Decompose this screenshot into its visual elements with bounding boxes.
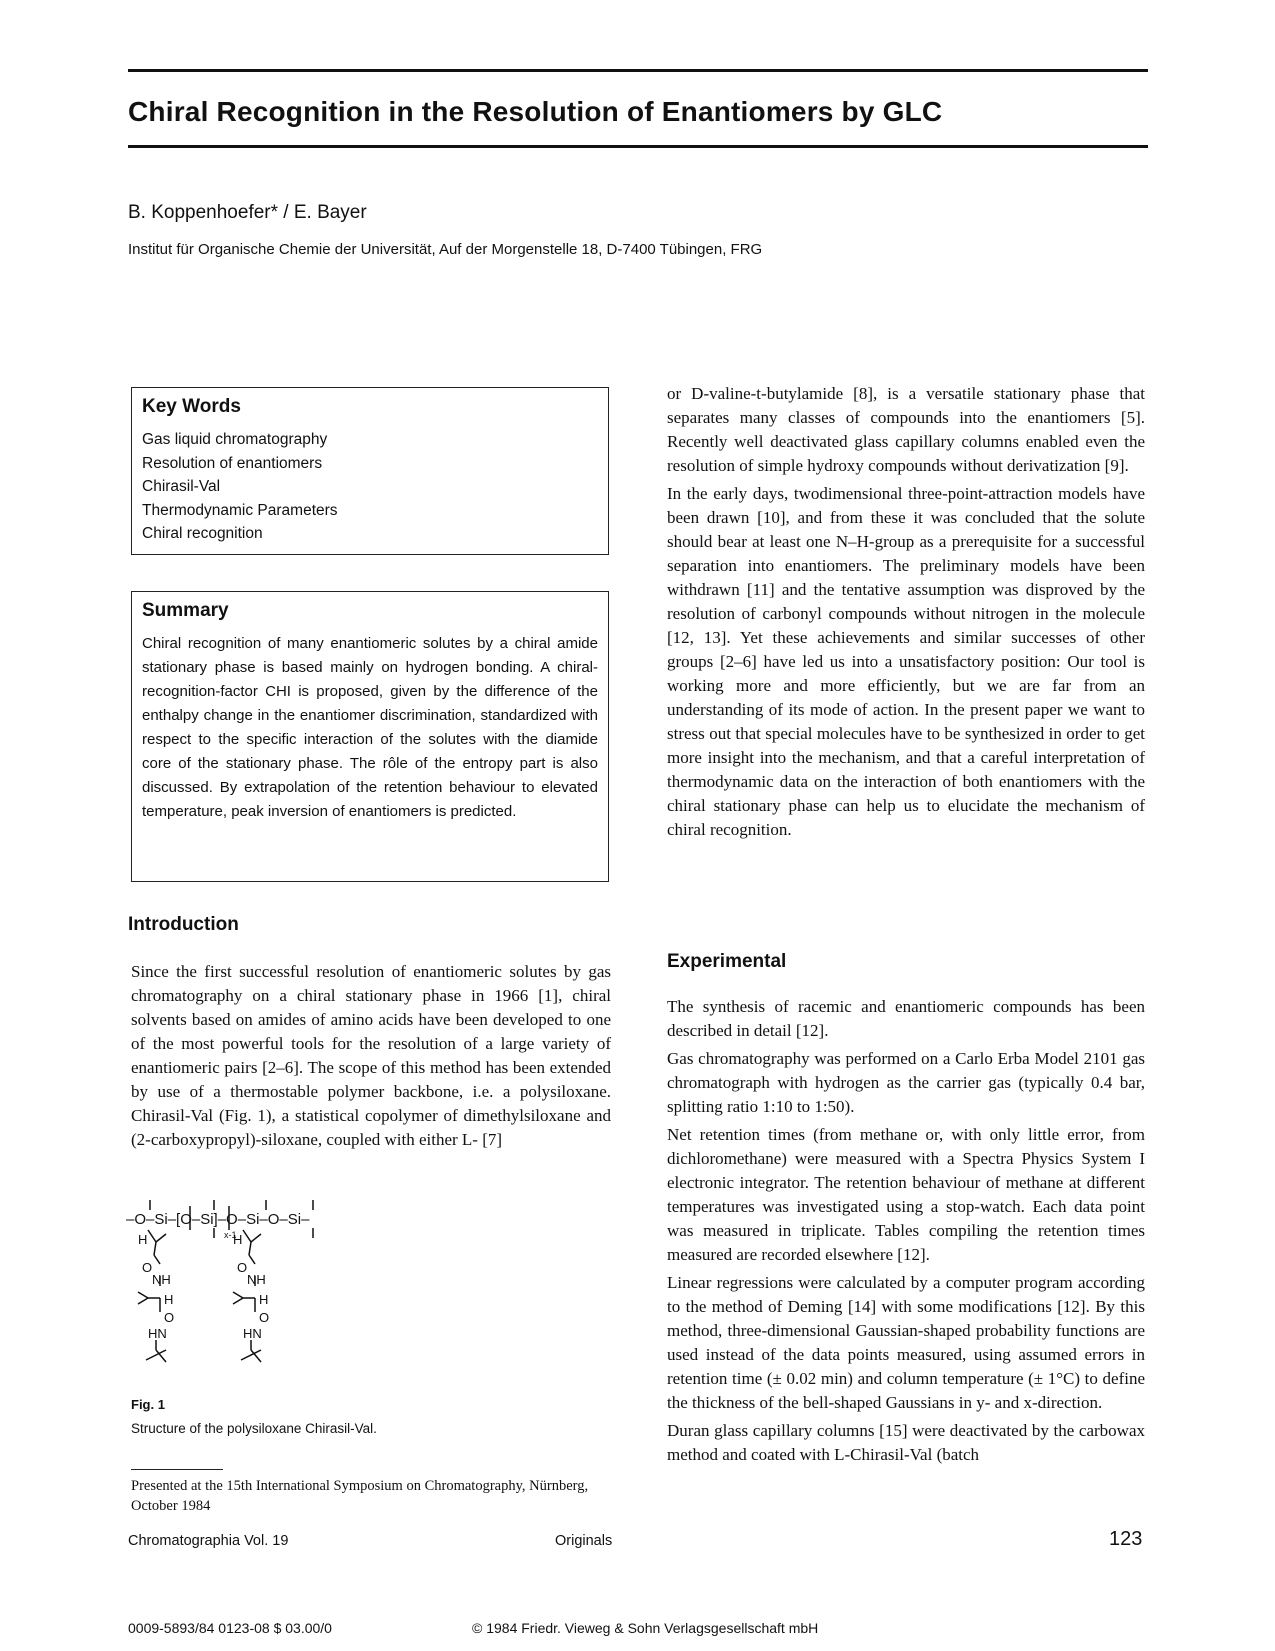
oxygen-label: O [237,1260,248,1275]
body-paragraph: or D-valine-t-butylamide [8], is a versatile stationary phase that separates many classes of compounds into the enantiomers [5]. Recently well deactivated glass capillary columns enabled even the resolution of simple hydroxy compounds without derivatization [9]. [667,384,1145,475]
oxygen-label: O [259,1310,270,1325]
affiliation: Institut für Organische Chemie der Universität, Auf der Morgenstelle 18, D-7400 Tübingen, FRG [128,241,763,258]
chirasil-val-structure-figure [126,1200,366,1390]
body-paragraph: Linear regressions were calculated by a computer program according to the method of Deming [14] with some modifications [12]. By this method, three-dimensional Gaussian-shaped probability functions are used instead of the data points measured, using assumed errors in retention time (± 0.02 min) and column temperature (± 1°C) to define the thickness of the bell-shaped Gaussians in y- and x-direction. [667,1273,1145,1412]
copyright-line: © 1984 Friedr. Vieweg & Sohn Verlagsgesellschaft mbH [472,1620,819,1636]
hydrogen-label: H [259,1292,269,1307]
oxygen-label: O [164,1310,175,1325]
repeat-subscript-label: x-1 [224,1230,237,1240]
hydrogen-label: H [138,1232,148,1247]
section-name: Originals [555,1533,613,1549]
top-rule [128,69,1148,72]
authors: B. Koppenhoefer* / E. Bayer [128,202,367,223]
hydrogen-label: H [233,1232,243,1247]
key-word-item: Chirasil-Val [142,478,221,495]
body-paragraph: Gas chromatography was performed on a Carlo Erba Model 2101 gas chromatograph with hydrogen as the carrier gas (typically 0.4 bar, splitting ratio 1:10 to 1:50). [667,1049,1145,1116]
experimental-heading: Experimental [667,951,787,972]
key-words-heading: Key Words [142,396,241,417]
polymer-backbone-label: –O–Si–[O–Si]–O–Si–O–Si– [126,1211,310,1228]
figure-label: Fig. 1 [131,1397,165,1412]
introduction-paragraph: Since the first successful resolution of enantiomeric solutes by gas chromatography on a chiral stationary phase in 1966 [1], chiral solvents based on amides of amino acids have been developed to one of the most powerful tools for the resolution of a large variety of enantiomeric pairs [2–6]. The scope of this method has been extended by use of a thermostable polymer backbone, i.e. a polysiloxane. Chirasil-Val (Fig. 1), a statistical copolymer of dimethylsiloxane and (2-carboxypropyl)-siloxane, coupled with either L- [7] [131,962,611,1149]
amide-nh-label: NH [247,1272,266,1287]
footnote: Presented at the 15th International Symposium on Chromatography, Nürnberg, October 1984 [131,1478,589,1514]
summary-box [131,591,609,882]
key-word-item: Gas liquid chromatography [142,431,328,448]
footnote-rule [131,1469,223,1470]
body-paragraph: Duran glass capillary columns [15] were deactivated by the carbowax method and coated with L-Chirasil-Val (batch [667,1421,1145,1464]
amide-hn-label: HN [243,1326,262,1341]
journal-name: Chromatographia Vol. 19 [128,1533,289,1549]
key-words-list [142,428,598,546]
hydrogen-label: H [164,1292,174,1307]
experimental-body [667,995,1145,1471]
body-paragraph: Net retention times (from methane or, with only little error, from dichloromethane) were measured with a Spectra Physics System I electronic integrator. The retention behaviour of methane at different temperatures was investigated using a stop-watch. Each data point was measured in triplicate. Tables compiling the retention times measured are recorded elsewhere [12]. [667,1125,1145,1264]
introduction-body [131,960,611,1156]
summary-heading: Summary [142,600,229,621]
summary-text: Chiral recognition of many enantiomeric solutes by a chiral amide stationary phase is based mainly on hydrogen bonding. A chiral-recognition-factor CHI is proposed, given by the difference of the enthalpy change in the enantiomer discrimination, standardized with respect to the specific interaction of the solutes with the diamide core of the stationary phase. The rôle of the entropy part is also discussed. By extrapolation of the retention behaviour to elevated temperature, peak inversion of enantiomers is predicted. [142,635,598,820]
right-column-body [667,382,1145,846]
key-word-item: Thermodynamic Parameters [142,501,338,519]
page-number: 123 [1109,1528,1143,1550]
amide-hn-label: HN [148,1326,167,1341]
key-word-item: Resolution of enantiomers [142,454,323,472]
oxygen-label: O [142,1260,153,1275]
key-word-item: Chiral recognition [142,525,263,542]
key-words-box [131,387,609,555]
introduction-heading: Introduction [128,914,239,935]
title-rule [128,145,1148,148]
body-paragraph: The synthesis of racemic and enantiomeric compounds has been described in detail [12]. [667,997,1145,1040]
body-paragraph: In the early days, twodimensional three-point-attraction models have been drawn [10], and from these it was concluded that the solute should bear at least one N–H-group as a prerequisite for a successful separation into enantiomers. The preliminary models have been withdrawn [11] and the tentative assumption was disproved by the resolution of carbonyl compounds without nitrogen in the molecule [12, 13]. Yet these achievements and similar successes of other groups [2–6] have led us into a unsatisfactory position: Our tool is working more and more efficiently, but we are far from an understanding of its mode of action. In the present paper we want to stress out that special molecules have to be synthesized in order to get more insight into the mechanism, and that a careful interpretation of thermodynamic data on the interaction of both enantiomers with the chiral stationary phase can help us to elucidate the mechanism of chiral recognition. [667,484,1145,839]
issn-line: 0009-5893/84 0123-08 $ 03.00/0 [128,1620,332,1636]
amide-nh-label: NH [152,1272,171,1287]
figure-caption: Structure of the polysiloxane Chirasil-Val. [131,1421,377,1436]
article-title: Chiral Recognition in the Resolution of Enantiomers by GLC [128,96,943,127]
